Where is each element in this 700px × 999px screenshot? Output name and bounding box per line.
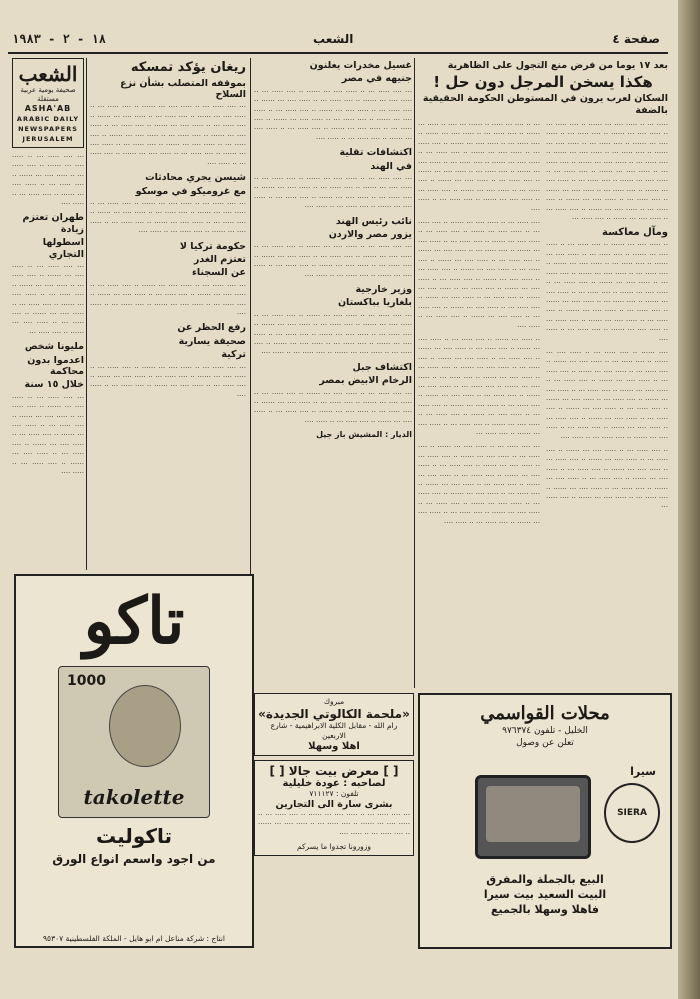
- body-text: ··· ···· ····· ··· ·· ····· ···· ··· ······ ·· ···· ····· ··· ·· ····· ···· ··· ······ ·· ···· ····· ··· ·· ····· ···· ··· ······ ·· ···· ····· ··· ·· ····· ···· ··· ······ ·· ···· ····· ··· ·· ····· ···· ··· ······ ·· ···· ····· ··· ·· ····· ···· ··· ······ ·· ···· ····· ··· ·· ····· ···· ··· ······ ·· ···· ····· ··· ·· ····· ···· ··· ······ ·· ···· ····· ··· ·· ····· ····: [254, 86, 412, 143]
- qawasmi-city-phone: الخليل - تلفون ٩٧٦٣٧٤: [502, 726, 588, 736]
- ad-beit-jala-owner: لصاحبه : عودة خليلية: [282, 778, 386, 789]
- siera-caption: سيرا: [630, 765, 656, 778]
- item-title: حكومة تركيا لا: [179, 240, 246, 252]
- item-title: تعتزم الغدر: [193, 254, 246, 266]
- body-text: ··· ···· ····· ··· ·· ····· ···· ··· ······ ·· ···· ····· ··· ·· ····· ···· ··· ······ ·· ···· ····· ··· ·· ····· ···· ··· ······ ·· ···· ····· ··· ·· ····· ···· ··· ······ ·· ···· ····· ··· ·· ····· ····: [90, 280, 246, 319]
- body-text: ··· ···· ····· ··· ·· ····· ···· ··· ······ ·· ···· ····· ··· ·· ····· ···· ··· ······ ·· ···· ····· ··· ·· ····· ···· ··· ······ ·· ···· ····· ··· ·· ····· ···· ··· ······ ·· ···· ····· ··· ·· ····· ···· ··· ······ ·· ···· ····· ··· ·· ····· ···· ··· ······ ·· ···· ····· ··· ·· ····· ···· ··· ······ ·· ···· ····· ··· ·· ····· ····: [254, 310, 412, 358]
- tv-set-icon: [475, 775, 591, 859]
- item-title: في الهند: [370, 160, 412, 172]
- body-text: ··· ···· ····· ··· ·· ····· ···· ··· ······ ·· ···· ····· ··· ·· ····· ···· ··· ······ ·· ···· ····· ··· ·· ····· ···· ··· ······ ·· ···· ····· ··· ·· ····· ····: [12, 152, 84, 209]
- body-text: ·· ····· ···· ··· ······ ·· ···· ····· ··· ·· ····· ···· ··· ······ ·· ···· ····· ··· ·· ····· ···· ··· ······ ·· ···· ····· ··· ·· ····· ···· ··· ······ ·· ···· ····· ··· ·· ····· ···· ··· ······ ·· ···· ····· ··· ·· ····· ···· ··· ······ ·· ···· ····· ··· ·· ····· ···· ··· ······ ·· ···· ····· ··· ·· ····· ···· ··· ······ ·· ···· ····· ··· ·· ····· ···· ··· ······ ·· ···· ····· ··· ·· ····· ···· ··· ······ ·· ···· ····· ··· ·· ····· ···· ··· ······ ·· ···· ····· ··· ·· ····· ···· ··· ······ ·· ···· ····· ··· ·· ····· ····: [546, 240, 668, 344]
- siera-logo-text: SIERA: [617, 808, 647, 818]
- item-title: طهران تعتزم زيادة: [22, 212, 84, 235]
- tv-screen: [486, 786, 580, 842]
- lead-col-right: [546, 120, 668, 688]
- binding-spine: [678, 0, 700, 999]
- qawasmi-line-3: فاهلا وسهلا بالجميع: [491, 903, 599, 916]
- item-title: مليونا شخص: [24, 341, 84, 353]
- lead-col-left: [418, 120, 540, 688]
- item-title: اكتشافات تقلية: [339, 147, 412, 159]
- item-title: وزير خارجية: [355, 284, 412, 296]
- tako-tagline: من اجود واسعم انواع الورق: [52, 852, 216, 866]
- tako-face-illustration: [109, 685, 181, 767]
- item-title: صحيفة يسارية: [178, 335, 246, 347]
- item-title: تركية: [221, 349, 246, 361]
- ad-kalouti-welcome: اهلا وسهلا: [308, 741, 360, 752]
- issue-date: ١٨ - ٢ - ١٩٨٣: [12, 32, 106, 46]
- body-text: ···· ····· ··· ·· ····· ···· ··· ······ ·· ···· ····· ··· ·· ····· ···· ··· ······ ·· ···· ····· ··· ·· ····· ···· ··· ······ ·· ···· ····· ··· ·· ····· ···· ··· ······ ·· ···· ····· ··· ·· ····· ···· ··· ······ ·· ···· ····· ··· ·· ····· ···· ··· ······ ·· ···· ····· ··· ·· ····· ···· ··· ······ ·· ···· ····· ··· ·· ····· ···· ··· ······ ·· ···· ····· ··· ·· ····· ···· ··· ······ ·· ···· ····· ··· ·· ····· ···· ··· ······ ·· ···· ····· ··· ·· ····· ···· ··· ······ ·· ···· ····· ··· ·· ····· ···· ··· ······ ·· ···· ····· ··· ·· ····· ···· ··· ······ ·· ···· ····· ··· ·· ····· ····: [418, 218, 540, 331]
- item-title: رفع الحظر عن: [177, 322, 246, 334]
- tako-brand-arabic: تاكوليت: [95, 824, 173, 848]
- ad-kalouti: [254, 693, 414, 756]
- tako-big-title: تاكو: [83, 584, 185, 659]
- item-title: نائب رئيس الهند: [335, 215, 412, 227]
- masthead-subtitle: صحيفة يومية عربية مستقلة: [20, 86, 76, 103]
- ad-qawasmi: [418, 693, 672, 949]
- tako-brand-latin: takolette: [83, 785, 185, 809]
- ad-kalouti-title: «ملحمة الكالوتي الجديدة»: [258, 707, 410, 721]
- byline: الديار : المشيش باز جيل: [316, 430, 412, 440]
- masthead-latin: ASHA'AB: [24, 104, 72, 113]
- paper-name: الشعب: [313, 32, 354, 46]
- masthead-latin-4: JERUSALEM: [22, 135, 74, 143]
- item-title: بلغاريا بباكستان: [337, 297, 412, 309]
- item-title: غسيل مخدرات يعلنون: [309, 60, 412, 71]
- item-title: شيسن يجري محادثات: [145, 172, 246, 184]
- item-title: اعدموا بدون محاكمة: [27, 354, 84, 378]
- page-header: [8, 30, 668, 54]
- ad-kalouti-top: مبروك: [323, 697, 345, 706]
- news-column-2: [254, 58, 412, 688]
- body-text: ··· ···· ····· ··· ·· ····· ···· ··· ······ ·· ···· ····· ··· ·· ····· ···· ··· ······ ·· ···· ····· ··· ·· ····· ···· ··· ······ ·· ···· ····· ··· ·· ····· ···· ··· ······ ·· ···· ····· ··· ·· ····· ···· ··· ······ ·· ···· ····· ··· ·· ····· ····: [12, 392, 84, 478]
- qawasmi-bottom-lines: [420, 871, 670, 918]
- qawasmi-title: محلات القواسمي: [480, 703, 610, 724]
- item-subhead: بموقفه المتصلب بشأن نزع السلاح: [120, 77, 246, 100]
- body-text: ·· ····· ··· ······ ·· ···· ····· ··· ·· ····· ···· ··· ······ ·· ···· ····· ··· ·· ····· ···· ··· ······ ·· ···· ····· ··· ·· ····· ···· ··· ······ ·· ···· ····· ··· ·· ····· ···· ··· ······ ·· ···· ····· ··· ·· ····· ···· ··· ······ ·· ···· ····· ··· ·· ····· ···· ··· ······ ·· ···· ····· ··· ·· ····· ···· ··· ······ ·· ···· ····· ··· ·· ····· ···· ··· ······ ·· ···· ····· ··· ·· ····· ···· ··· ······ ·· ···· ····· ··· ·· ····· ···· ··· ······ ·· ···· ····· ··· ·· ····· ···· ··· ······ ·· ···· ····· ··· ·· ····· ···· ··· ······ ·· ···· ····· ···: [418, 334, 540, 438]
- body-text: ···· ······ ·· ···· ····· ··· ·· ····· ···· ··· ······ ·· ···· ····· ··· ·· ····· ···· ··· ······ ·· ···· ····· ··· ·· ····· ···· ··· ······ ·· ···· ····· ··· ·· ····· ···· ··· ······ ·· ···· ····· ··· ·· ····· ···· ··· ······ ·· ···· ····· ··· ·· ····· ···· ··· ······ ·· ···· ····· ··· ·· ····· ···· ··· ······ ·· ···· ····· ··· ·· ····· ···· ··· ······ ·· ···· ····· ··· ·· ····· ···· ··· ······ ·· ···· ····· ··· ·· ····· ···· ··· ······ ·· ···· ····· ··· ·· ····· ···· ··· ······ ·· ···· ····· ··· ·· ····· ····: [546, 347, 668, 442]
- ad-beit-jala-footer: وزورونا تجدوا ما يسركم: [297, 842, 371, 852]
- body-text: ····· ··· ·· ····· ···· ··· ······ ·· ···· ····· ··· ·· ····· ···· ··· ······ ·· ···· ····· ··· ·· ····· ···· ··· ······ ·· ···· ····· ··· ·· ····· ···· ··· ······ ·· ···· ····· ··· ·· ····· ···· ··· ······ ·· ···· ····· ··· ·· ····· ···· ··· ······ ·· ···· ····· ··· ·· ····· ···· ··· ······ ·· ···· ····· ··· ·· ····· ···· ··· ······ ·· ···· ····· ··· ·· ····· ···· ··· ······ ·· ···· ····· ··· ·· ····· ···· ··· ······ ·· ···· ····· ··· ·· ····· ···· ··· ······ ·· ···· ····· ··· ·· ····· ···· ··· ······ ·· ···· ····· ··· ·· ····· ···· ··· ······ ·· ···· ····· ···: [546, 120, 668, 224]
- qawasmi-line-2: البيت السعيد بيت سيرا: [483, 888, 607, 901]
- item-title: يزور مصر والاردن: [328, 229, 412, 241]
- item-title: جنيهه في مصر: [341, 73, 412, 85]
- ad-middle-column: [254, 693, 414, 945]
- ad-beit-jala: [254, 760, 414, 856]
- item-title: خلال ١٥ سنة: [24, 379, 84, 391]
- news-column-4: [12, 58, 84, 570]
- body-text: ··· ···· ····· ··· ·· ····· ···· ··· ······ ·· ···· ····· ··· ·· ····· ···· ··· ······ ·· ···· ····· ··· ·· ····· ···· ··· ······ ·· ···· ····· ··· ·· ····· ···· ··· ······ ·· ···· ····· ··· ·· ····· ····: [90, 362, 246, 400]
- item-title: عن السجناء: [192, 267, 246, 279]
- masthead-box: [12, 58, 84, 148]
- lead-subhead: السكان لعرب يرون في المستوطن الحكومة الحقيقية بالضفة: [422, 93, 668, 116]
- body-text: ··· ···· ····· ··· ·· ····· ···· ··· ······ ·· ···· ····· ··· ·· ····· ···· ··· ······ ·· ···· ····· ··· ·· ····· ···· ··· ······ ·· ···· ····· ··· ·· ····· ···· ··· ······ ·· ···· ····· ··· ·· ····· ···· ··· ······ ·· ···· ····· ··· ·· ····· ····: [254, 174, 412, 212]
- siera-logo-icon: [604, 783, 660, 843]
- body-text: ··· ···· ····· ··· ·· ····· ···· ··· ······ ·· ···· ····· ··· ·· ····· ···· ··· ······ ·· ···· ····· ··· ·· ····· ···· ··· ······ ·· ···· ····· ··· ·· ····· ···· ··· ······ ·· ···· ····· ··· ·· ····· ···· ··· ······ ·· ···· ····· ···: [12, 262, 84, 337]
- ad-kalouti-desc: رام الله - مقابل الكلية الابراهيمية - شارع الاربعين: [270, 721, 398, 740]
- item-title: اسطولها التجاري: [42, 237, 84, 260]
- masthead-latin-3: NEWSPAPERS: [18, 125, 78, 133]
- body-text: ··· ···· ····· ··· ·· ····· ···· ··· ······ ·· ···· ····· ··· ·· ····· ···· ··· ······ ·· ···· ····· ··· ·· ····· ···· ··· ······ ·· ···· ····· ··· ·· ····· ···· ··· ······ ·· ···· ····· ··· ·· ····· ···· ··· ······ ·· ···· ····· ··· ·· ····· ···· ··· ······ ·· ···· ····· ··· ·· ····· ···· ··· ······ ·· ···· ····· ··· ·· ····· ···· ··· ······ ·· ···· ····· ··· ·· ····· ···· ··· ······ ·· ···· ····· ··· ·· ····· ···· ··· ······ ·· ···· ····· ··· ·· ····· ····: [418, 442, 540, 527]
- ad-beit-jala-phone: تلفون : ٧١١١٢٧: [309, 789, 359, 798]
- body-text: ··· ···· ····· ··· ·· ····· ···· ··· ······ ·· ···· ····· ··· ·· ····· ···· ··· ······ ·· ···· ····· ··· ·· ····· ···· ··· ······ ·· ···· ····· ··· ·· ····· ····: [258, 810, 410, 838]
- tako-package-image: [58, 666, 210, 818]
- lead-kicker: بعد ١٧ يوما من فرض منع التجول على الظاهرية: [447, 60, 668, 71]
- body-text: ··· ···· ····· ··· ·· ····· ···· ··· ······ ·· ···· ····· ··· ·· ····· ···· ··· ······ ·· ···· ····· ··· ·· ····· ···· ··· ······ ·· ···· ····· ··· ·· ····· ···· ··· ······ ·· ···· ····· ··· ·· ····· ···· ··· ······ ·· ···· ····· ··· ·· ····· ····: [90, 199, 246, 237]
- qawasmi-line-1: البيع بالجملة والمفرق: [486, 873, 604, 886]
- item-headline: ريغان يؤكد تمسكه: [130, 60, 246, 75]
- lead-headline: هكذا يسخن المرجل دون حل !: [433, 73, 653, 92]
- masthead-title: الشعب: [18, 62, 78, 86]
- body-text: ··· ···· ····· ··· ·· ····· ···· ··· ······ ·· ···· ····· ··· ·· ····· ···· ··· ······ ·· ···· ····· ··· ·· ····· ···· ··· ······ ·· ···· ····· ··· ·· ····· ···· ··· ······ ·· ···· ····· ··· ·· ····· ···· ··· ······ ·· ···· ····· ··· ·· ····· ···· ··· ······ ·· ···· ····· ··· ·· ····· ···· ··· ······ ·· ···· ····· ··· ·· ····· ···· ··· ······ ·· ···· ····· ··· ·· ····· ···· ··· ······ ·· ···· ····· ··· ·· ····· ····: [90, 102, 246, 168]
- masthead-latin-2: ARABIC DAILY: [16, 115, 80, 123]
- body-text: ··· ···· ····· ··· ·· ····· ···· ··· ······ ·· ···· ····· ··· ·· ····· ···· ··· ······ ·· ···· ····· ··· ·· ····· ···· ··· ······ ·· ···· ····· ··· ·· ····· ···· ··· ······ ·· ···· ····· ··· ·· ····· ···· ··· ······ ·· ···· ····· ··· ·· ····· ····: [254, 388, 412, 426]
- body-text: ··· ·· ···· ··· ····· ·· ······ ··· ···· ·· ····· ··· ······ ·· ···· ····· ··· ·· ····· ···· ··· ······ ·· ···· ····· ··· ·· ····· ···· ··· ······ ·· ···· ····· ··· ·· ····· ···· ··· ······ ·· ···· ····· ··· ·· ····· ···· ··· ······ ·· ···· ····· ··· ·· ····· ···· ··· ······ ·· ···· ····· ··· ·· ····· ···· ··· ······ ·· ···· ····· ··· ·· ····· ···· ··· ······ ·· ···· ····· ··· ·· ····· ···· ··· ······ ·· ···· ····· ··· ·· ····· ···· ··· ······ ·· ···· ····· ··· ·· ····· ····: [418, 120, 540, 214]
- tako-count: 1000: [67, 673, 106, 689]
- body-text: ·· ···· ····· ··· ·· ····· ···· ··· ······ ·· ···· ····· ··· ·· ····· ···· ··· ······ ·· ···· ····· ··· ·· ····· ···· ··· ······ ·· ···· ····· ··· ·· ····· ···· ··· ······ ·· ···· ····· ··· ·· ····· ···· ··· ······ ·· ···· ····· ··· ·· ····· ···· ··· ······ ·· ···· ····· ··· ·· ····· ···· ··· ······ ·· ···· ····· ···: [546, 446, 668, 512]
- item-title: الرخام الابيض بمصر: [319, 375, 412, 387]
- ad-beit-jala-title: [ ] معرض بيت جالا [ ]: [269, 764, 399, 778]
- lead-subhead-2: ومآل معاكسة: [602, 227, 668, 239]
- column-rule: [414, 58, 415, 688]
- column-rule: [86, 58, 87, 570]
- item-title: اكتشاف جبل: [352, 361, 412, 373]
- page-label: صفحة ٤: [612, 32, 660, 46]
- body-text: ··· ···· ····· ··· ·· ····· ···· ··· ······ ·· ···· ····· ··· ·· ····· ···· ··· ······ ·· ···· ····· ··· ·· ····· ···· ··· ······ ·· ···· ····· ··· ·· ····· ···· ··· ······ ·· ···· ····· ··· ·· ····· ···· ··· ······ ·· ···· ····· ··· ·· ····· ····: [254, 242, 412, 280]
- ad-beit-jala-offer: بشرى سارة الى التجارين: [275, 799, 393, 810]
- item-title: مع غروميكو في موسكو: [135, 185, 246, 197]
- lead-story: [418, 58, 668, 688]
- ad-tako: [14, 574, 254, 948]
- tako-footer: انتاج : شركة مناعل ام ابو هايل - الملكة الفلسطينية ٩٥٣٠٧: [43, 934, 225, 943]
- news-column-3: [90, 58, 246, 570]
- qawasmi-announce: تعلن عن وصول: [516, 738, 574, 748]
